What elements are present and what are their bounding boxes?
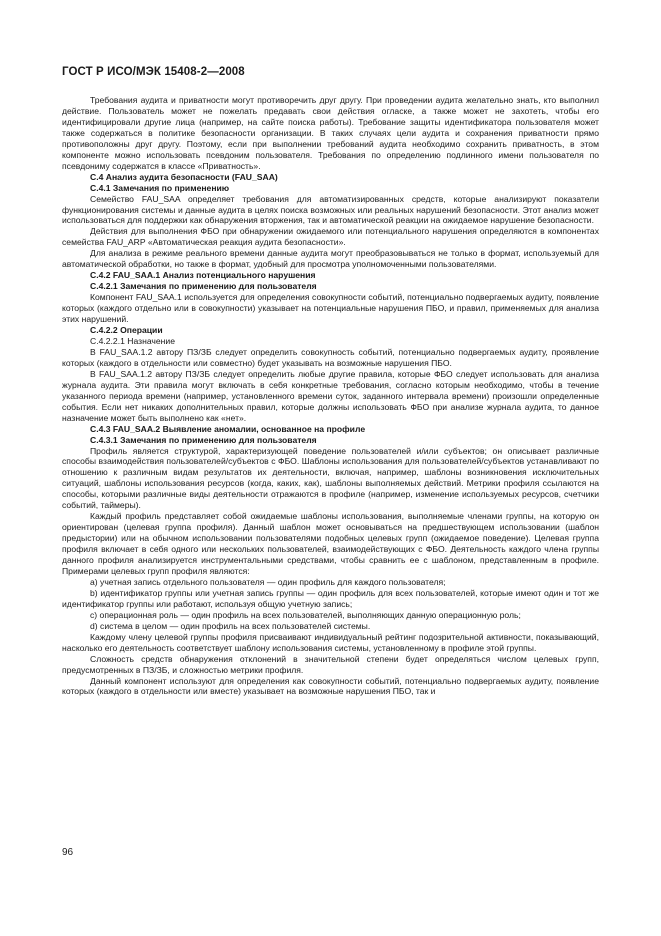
list-item: d) система в целом — один профиль на всех пользователей системы. <box>90 620 371 631</box>
page-number: 96 <box>62 847 74 858</box>
paragraph: Для анализа в режиме реального времени данные аудита могут преобразовываться не только в формат, используемый для автоматической обработки, но также в формат, удобный для просмотра уполномоченными пользователями. <box>62 248 599 270</box>
paragraph: В FAU_SAA.1.2 автору ПЗ/ЗБ следует определить любые другие правила, которые ФБО следует использовать для анализа журнала аудита. Эти правила могут включать в себя конкретные требования, согласно которым необходимо, чтобы в течение указанного периода времени (например, установленного времени суток, заданного интервала времени) произошли определенные события. Если нет никаких дополнительных правил, которые должны использовать ФБО при анализе журнала аудита, то данное назначение может быть выполнено как «нет». <box>62 368 599 423</box>
paragraph: Требования аудита и приватности могут противоречить друг другу. При проведении аудита желательно знать, кто выполнил действие. Пользователь может не пожелать предавать свои действия огласке, а также может не захотеть, чтобы его идентифицировали другие лица (например, на сайте поиска работы). Требование защиты идентификатора пользователя может также содержаться в политике безопасности организации. В таких случаях цели аудита и сохранения приватности прямо противоположны друг другу. Поэтому, если при выполнении требований аудита необходимо сохранить приватность, в этом компоненте можно использовать псевдоним пользователя. Требования по определению подлинного имени пользователя по псевдониму содержатся в классе «Приватность». <box>62 95 599 171</box>
paragraph: Каждый профиль представляет собой ожидаемые шаблоны использования, выполняемые членами группы, на которую он ориентирован (целевая группа профиля). Данный шаблон может основываться на предшествующем использовании (шаблон предыстории) или на обычном использовании пользователями подобных целевых групп (ожидаемое поведение). Целевая группа профиля включает в себя одного или нескольких пользователей, взаимодействующих с ФБО. Деятельность каждого члена группы данного профиля анализируется инструментальными средствами, чтобы сравнить ее с шаблоном, представленным в профиле. Примерами целевых групп профиля являются: <box>62 511 599 576</box>
paragraph: Сложность средств обнаружения отклонений в значительной степени будет определяться числом целевых групп, предусмотренных в ПЗ/ЗБ, и сложностью метрики профиля. <box>62 653 599 675</box>
paragraph: Каждому члену целевой группы профиля присваивают индивидуальный рейтинг подозрительной активности, показывающий, насколько его деятельность соответствует шаблону использования системы, установленному в профиле этой группы. <box>62 631 599 653</box>
list-item: b) идентификатор группы или учетная запись группы — один профиль для всех пользователей, которые имеют один и тот же идентификатор группы или работают, используя общую учетную запись; <box>62 587 599 609</box>
standard-header: ГОСТ Р ИСО/МЭК 15408-2—2008 <box>62 66 245 78</box>
paragraph: В FAU_SAA.1.2 автору ПЗ/ЗБ следует определить совокупность событий, потенциально подвергаемых аудиту, проявление которых (каждого в отдельности или совместно) будет указывать на возможные нарушения ПБО. <box>62 346 599 368</box>
subsection-heading: С.4.3.1 Замечания по применению для пользователя <box>90 434 317 445</box>
paragraph: Действия для выполнения ФБО при обнаружении ожидаемого или потенциального нарушения определяются в компонентах семейства FAU_ARP «Автоматическая реакция аудита безопасности». <box>62 226 599 248</box>
list-item: а) учетная запись отдельного пользователя — один профиль для каждого пользователя; <box>90 576 446 587</box>
section-heading: С.4 Анализ аудита безопасности (FAU_SAA) <box>90 171 278 182</box>
subsection-heading: С.4.2 FAU_SAA.1 Анализ потенциального нарушения <box>90 270 316 281</box>
subsection-heading: С.4.1 Замечания по применению <box>90 182 230 193</box>
subsection-heading: С.4.3 FAU_SAA.2 Выявление аномалии, основанное на профиле <box>90 423 366 434</box>
subsection-title: С.4.2.2.1 Назначение <box>90 335 176 346</box>
paragraph: Семейство FAU_SAA определяет требования для автоматизированных средств, которые анализируют показатели функционирования системы и данные аудита в целях поиска возможных или реальных нарушений безопасности. Этот анализ может использоваться для поддержки как обнаружения вторжения, так и автоматической реакции на ожидаемое нарушение безопасности. <box>62 193 599 226</box>
subsection-heading: С.4.2.1 Замечания по применению для пользователя <box>90 281 317 292</box>
list-item: с) операционная роль — один профиль на всех пользователей, выполняющих данную операционную роль; <box>90 609 521 620</box>
subsection-heading: С.4.2.2 Операции <box>90 325 163 336</box>
body-text <box>62 95 599 697</box>
paragraph: Профиль является структурой, характеризующей поведение пользователей и/или субъектов; он описывает различные способы взаимодействия пользователей/субъектов с ФБО. Шаблоны использования для пользователей/субъектов устанавливают по отношению к различным видам результатов их деятельности, включая, например, шаблоны возникновения исключительных ситуаций, шаблоны использования ресурсов (когда, каких, как), шаблоны выполняемых действий. Метрики профиля ссылаются на способы, которыми различные виды деятельности отражаются в профиле (например, изменение используемых ресурсов, счетчики событий, таймеры). <box>62 445 599 511</box>
paragraph: Данный компонент используют для определения как совокупности событий, потенциально подвергаемых аудиту, появление которых (каждого в отдельности или вместе) указывает на возможные нарушения ПБО, так и <box>62 675 599 697</box>
paragraph: Компонент FAU_SAA.1 используется для определения совокупности событий, потенциально подвергаемых аудиту, появление которых (каждого отдельно или в совокупности) указывает на потенциальные нарушения ПБО, и правил, применяемых для анализа этих нарушений. <box>62 292 599 325</box>
